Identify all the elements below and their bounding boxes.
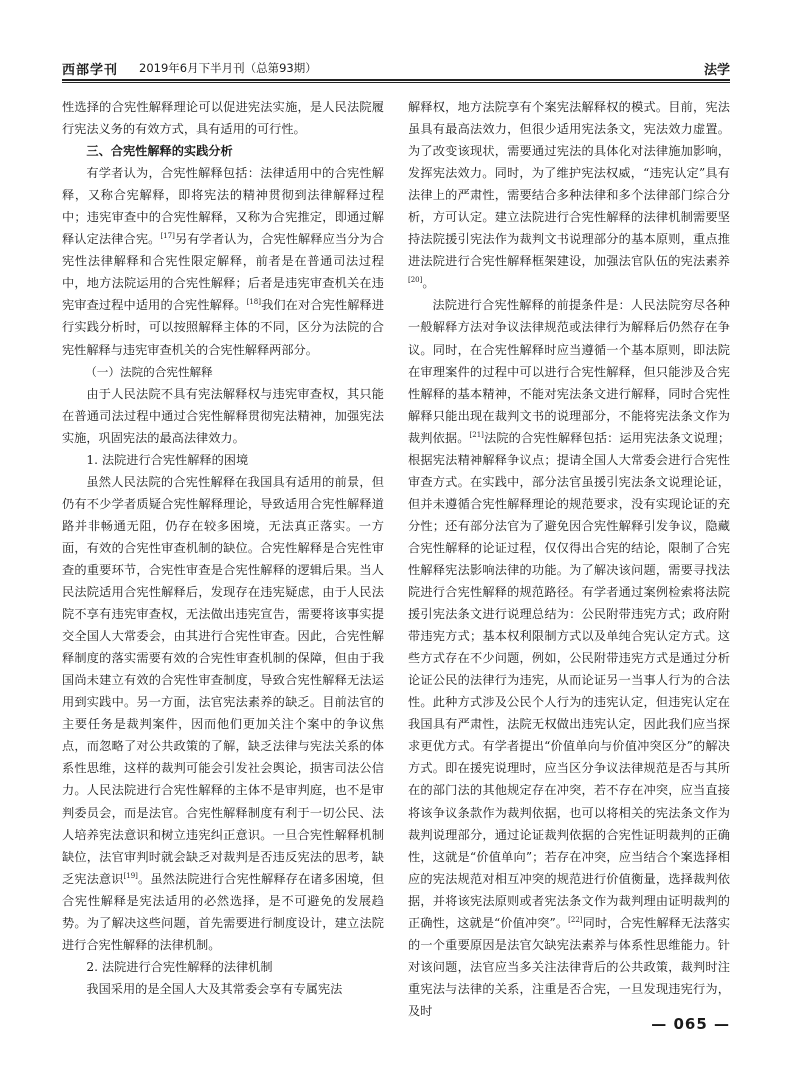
- citation-ref: [21]: [469, 430, 484, 439]
- page-number: — 065 —: [651, 1015, 730, 1033]
- citation-ref: [20]: [408, 276, 423, 285]
- citation-ref: [18]: [246, 298, 261, 307]
- header-rule: [62, 79, 730, 81]
- paragraph-text: 同时，合宪性解释无法落实的一个重要原因是法官欠缺宪法素养与体系性思维能力。针对该问题，法官应当多关注法律背后的公共政策，裁判时注重宪法与法律的关系，注重是否合宪，一旦发现违宪行为，及时: [408, 915, 730, 1018]
- paragraph-text: 三、合宪性解释的实践分析: [86, 144, 233, 159]
- citation-ref: [22]: [568, 915, 583, 924]
- body-paragraph: [62, 383, 384, 449]
- body-paragraph: [62, 96, 384, 140]
- body-paragraph: [62, 956, 384, 978]
- paragraph-text: 2. 法院进行合宪性解释的法律机制: [86, 959, 273, 974]
- paragraph-text: （一）法院的合宪性解释: [85, 364, 213, 379]
- page-header: [62, 55, 730, 79]
- paragraph-text: 性选择的合宪性解释理论可以促进宪法实施，是人民法院履行宪法义务的有效方式，具有适用的可行性。: [62, 100, 384, 137]
- paragraph-text: 虽然人民法院的合宪性解释在我国具有适用的前景，但仍有不少学者质疑合宪性解释理论，导致适用合宪性解释道路并非畅通无阻，仍存在较多困境，无法真正落实。一方面，有效的合宪性审查机制的缺位。合宪性解释是合宪性审查的重要环节，合宪性审查是合宪性解释的逻辑后果。当人民法院适用合宪性解释后，发现存在违宪疑虑，由于人民法院不享有违宪审查权，无法做出违宪宣告，需要将该事实提交全国人大常委会，由其进行合宪性审查。因此，合宪性解释制度的落实需要有效的合宪性审查机制的保障，但由于我国尚未建立有效的合宪性审查制度，导致合宪性解释无法运用到实践中。另一方面，法官宪法素养的缺乏。目前法官的主要任务是裁判案件，因而他们更加关注个案中的争议焦点，而忽略了对公共政策的了解，缺乏法律与宪法关系的体系性思维，这样的裁判可能会引发社会舆论，损害司法公信力。人民法院进行合宪性解释的主体不是审判庭，也不是审判委员会，而是法官。合宪性解释制度有利于一切公民、法人培养宪法意识和树立违宪纠正意识。一旦合宪性解释机制缺位，法官审判时就会缺乏对裁判是否违反宪法的思考，缺乏宪法意识: [62, 474, 384, 886]
- paragraph-text: 有学者认为，合宪性解释包括：法律适用中的合宪性解释，又称合宪解释，即将宪法的精神贯彻到法律解释过程中；违宪审查中的合宪性解释，又称为合宪推定，即通过解释认定法律合宪。: [62, 166, 384, 247]
- citation-ref: [19]: [123, 871, 138, 880]
- header-rule-thin: [62, 82, 730, 83]
- paragraph-text: 1. 法院进行合宪性解释的困境: [86, 452, 249, 467]
- paragraph-text: 由于人民法院不具有宪法解释权与违宪审查权，其只能在普通司法过程中通过合宪性解释贯彻宪法精神，加强宪法实施，巩固宪法的最高法律效力。: [62, 386, 384, 445]
- paragraph-text: 我们在对合宪性解释进行实践分析时，可以按照解释主体的不同，区分为法院的合宪性解释与违宪审查机关的合宪性解释两部分。: [62, 298, 384, 357]
- body-paragraph: [408, 96, 730, 294]
- journal-logo: 西部学刊: [62, 63, 119, 78]
- paragraph-text: 我国采用的是全国人大及其常委会享有专属宪法: [86, 981, 343, 996]
- body-paragraph: [62, 162, 384, 360]
- paragraph-text: 。: [422, 276, 435, 291]
- body-paragraph: [408, 294, 730, 1022]
- section-heading: [62, 140, 384, 162]
- paragraph-text: 解释权，地方法院享有个案宪法解释权的模式。目前，宪法虽具有最高法效力，但很少适用宪法条文，宪法效力虚置。为了改变该现状，需要通过宪法的具体化对法律施加影响，发挥宪法效力。同时，为了维护宪法权威，“违宪认定”具有法律上的严肃性，需要结合多种法律和多个法律部门综合分析，方可认定。建立法院进行合宪性解释的法律机制需要坚持法院援引宪法作为裁判文书说理部分的基本原则，重点推进法院进行合宪性解释框架建设，加强法官队伍的宪法素养: [408, 100, 730, 269]
- right-column: [408, 96, 730, 1038]
- section-label: 法学: [703, 63, 730, 78]
- paragraph-text: 法院的合宪性解释包括：运用宪法条文说理；根据宪法精神解释争议点；提请全国人大常委会进行合宪性审查方式。在实践中，部分法官虽援引宪法条文说理论证，但并未遵循合宪性解释理论的规范要求，没有实现论证的充分性；还有部分法官为了避免因合宪性解释引发争议，隐藏合宪性解释的论证过程，仅仅得出合宪的结论，限制了合宪性解释宪法影响法律的功能。为了解决该问题，需要寻找法院进行合宪性解释的规范路径。有学者通过案例检索将法院援引宪法条文进行说理总结为：公民附带违宪方式；政府附带违宪方式；基本权利限制方式以及单纯合宪认定方式。这些方式存在不少问题，例如，公民附带违宪方式是通过分析论证公民的法律行为违宪，从而论证另一当事人行为的合法性。此种方式涉及公民个人行为的违宪认定，但违宪认定在我国具有严肃性，法院无权做出违宪认定，因此我们应当探求更优方式。有学者提出“价值单向与价值冲突区分”的解决方式。即在援宪说理时，应当区分争议法律规范是否与其所在的部门法的其他规定存在冲突，若不存在冲突，应当直接将该争议条款作为裁判依据，也可以将相关的宪法条文作为裁判说理部分，通过论证裁判依据的合宪性证明裁判的正确性，这就是“价值单向”；若存在冲突，应当结合个案选择相应的宪法规范对相互冲突的规范进行价值衡量，选择裁判依据，并将该宪法原则或者宪法条文作为裁判理由证明裁判的正确性，这就是“价值冲突”。: [408, 430, 730, 930]
- body-paragraph: [62, 471, 384, 956]
- left-column: [62, 96, 384, 1038]
- subsection-heading: [62, 361, 384, 383]
- paragraph-text: 法院进行合宪性解释的前提条件是：人民法院穷尽各种一般解释方法对争议法律规范或法律行为解释后仍然存在争议。同时，在合宪性解释时应当遵循一个基本原则，即法院在审理案件的过程中可以进行合宪性解释，但只能涉及合宪性解释的基本精神，不能对宪法条文进行解释，同时合宪性解释只能出现在裁判文书的说理部分，不能将宪法条文作为裁判依据。: [408, 298, 730, 445]
- paragraph-text: 。虽然法院进行合宪性解释存在诸多困境，但合宪性解释是宪法适用的必然选择，是不可避免的发展趋势。为了解决这些问题，首先需要进行制度设计，建立法院进行合宪性解释的法律机制。: [62, 871, 384, 952]
- paragraph-text: 另有学者认为，合宪性解释应当分为合宪性法律解释和合宪性限定解释，前者是在普通司法过程中，地方法院运用的合宪性解释；后者是违宪审查机关在违宪审查过程中适用的合宪性解释。: [62, 232, 384, 313]
- body-paragraph: [62, 449, 384, 471]
- issue-info: 2019年6月下半月刊（总第93期）: [139, 61, 317, 75]
- citation-ref: [17]: [160, 232, 175, 241]
- body-paragraph: [62, 978, 384, 1000]
